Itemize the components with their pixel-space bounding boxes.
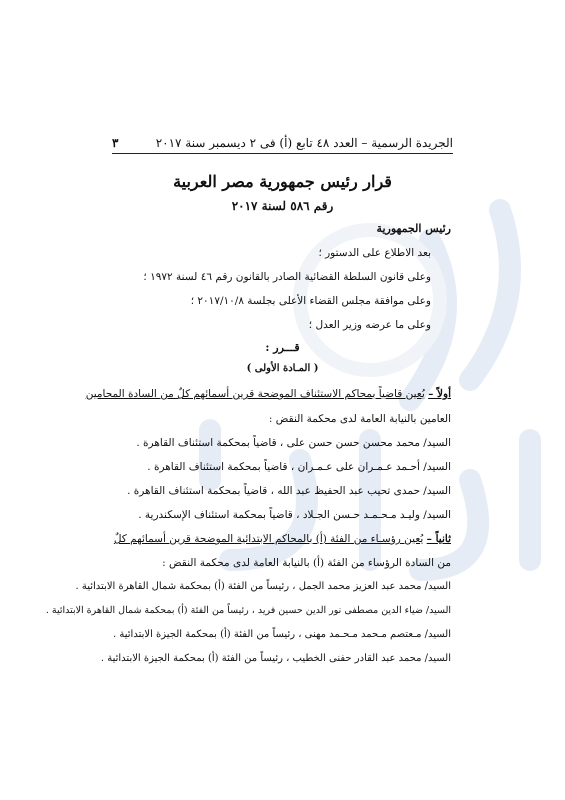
first-clause-text: يُعين قاضياً بمحاكم الاستئناف الموضحة قرين أسمائهم كلٌ من السادة المحامين <box>85 388 425 400</box>
decided-heading: قـــرر : <box>265 341 300 354</box>
gazette-header <box>112 133 453 154</box>
first-clause-line2: العامين بالنيابة العامة لدى محكمة النقض : <box>268 413 451 425</box>
first-name-3: السيد/ حمدى تحيب عبد الحفيظ عبد الله ، قاضياً بمحكمة استئناف القاهرة . <box>127 485 451 497</box>
first-name-1: السيد/ محمد محسن حسن حسن على ، قاضياً بمحكمة استئناف القاهرة . <box>136 437 451 449</box>
second-name-2: السيد/ ضياء الدين مصطفى نور الدين حسين فريد ، رئيساً من الفئة (أ) بمحكمة شمال القاهرة الابتدائية . <box>45 605 451 616</box>
first-clause-label: أولاً – <box>428 388 451 400</box>
first-clause-line1 <box>86 388 451 400</box>
recital-2: وعلى قانون السلطة القضائية الصادر بالقانون رقم ٤٦ لسنة ١٩٧٢ ؛ <box>143 271 431 283</box>
recital-4: وعلى ما عرضه وزير العدل ؛ <box>308 319 431 331</box>
second-name-1: السيد/ محمد عبد العزيز محمد الجمل ، رئيساً من الفئة (أ) بمحكمة شمال القاهرة الابتدائية . <box>75 581 451 592</box>
recital-1: بعد الاطلاع على الدستور ؛ <box>318 247 431 259</box>
second-name-3: السيد/ مـعتصم مـحمد مـحـمد مهنى ، رئيساً من الفئة (أ) بمحكمة الجيزة الابتدائية . <box>113 629 451 640</box>
recital-3: وعلى موافقة مجلس القضاء الأعلى بجلسة ٢٠١٧/١٠/٨ ؛ <box>190 295 431 307</box>
decree-number: رقم ٥٨٦ لسنة ٢٠١٧ <box>231 199 334 213</box>
second-clause-line2: من السادة الرؤساء من الفئة (أ) بالنيابة العامة لدى محكمة النقض : <box>162 557 451 569</box>
header-title: الجريدة الرسمية – العدد ٤٨ تابع (أ) فى ٢ ديسمبر سنة ٢٠١٧ <box>155 136 453 150</box>
article-heading: ( المـادة الأولى ) <box>246 363 319 374</box>
decree-title: قرار رئيس جمهورية مصر العربية <box>173 172 392 191</box>
first-name-4: السيد/ وليـد مـحـمـد حـسن الجـلاد ، قاضياً بمحكمة استئناف الإسكندرية . <box>138 509 451 521</box>
page-number: ٣ <box>112 136 119 150</box>
president-heading: رئيس الجمهورية <box>376 222 451 235</box>
second-clause-text: يُعين رؤسـاء من الفئة (أ) بالمحاكم الابتدائية الموضحة قرين أسمائهم كلٌ <box>113 533 424 545</box>
second-name-4: السيد/ محمد عبد القادر حفنى الخطيب ، رئيساً من الفئة (أ) بمحكمة الجيزة الابتدائية . <box>100 653 451 664</box>
second-clause-line1 <box>114 533 451 545</box>
second-clause-label: ثانياً – <box>426 533 451 545</box>
first-name-2: السيد/ أحـمد عـمـران على عـمـران ، قاضياً بمحكمة استئناف القاهرة . <box>147 461 451 473</box>
